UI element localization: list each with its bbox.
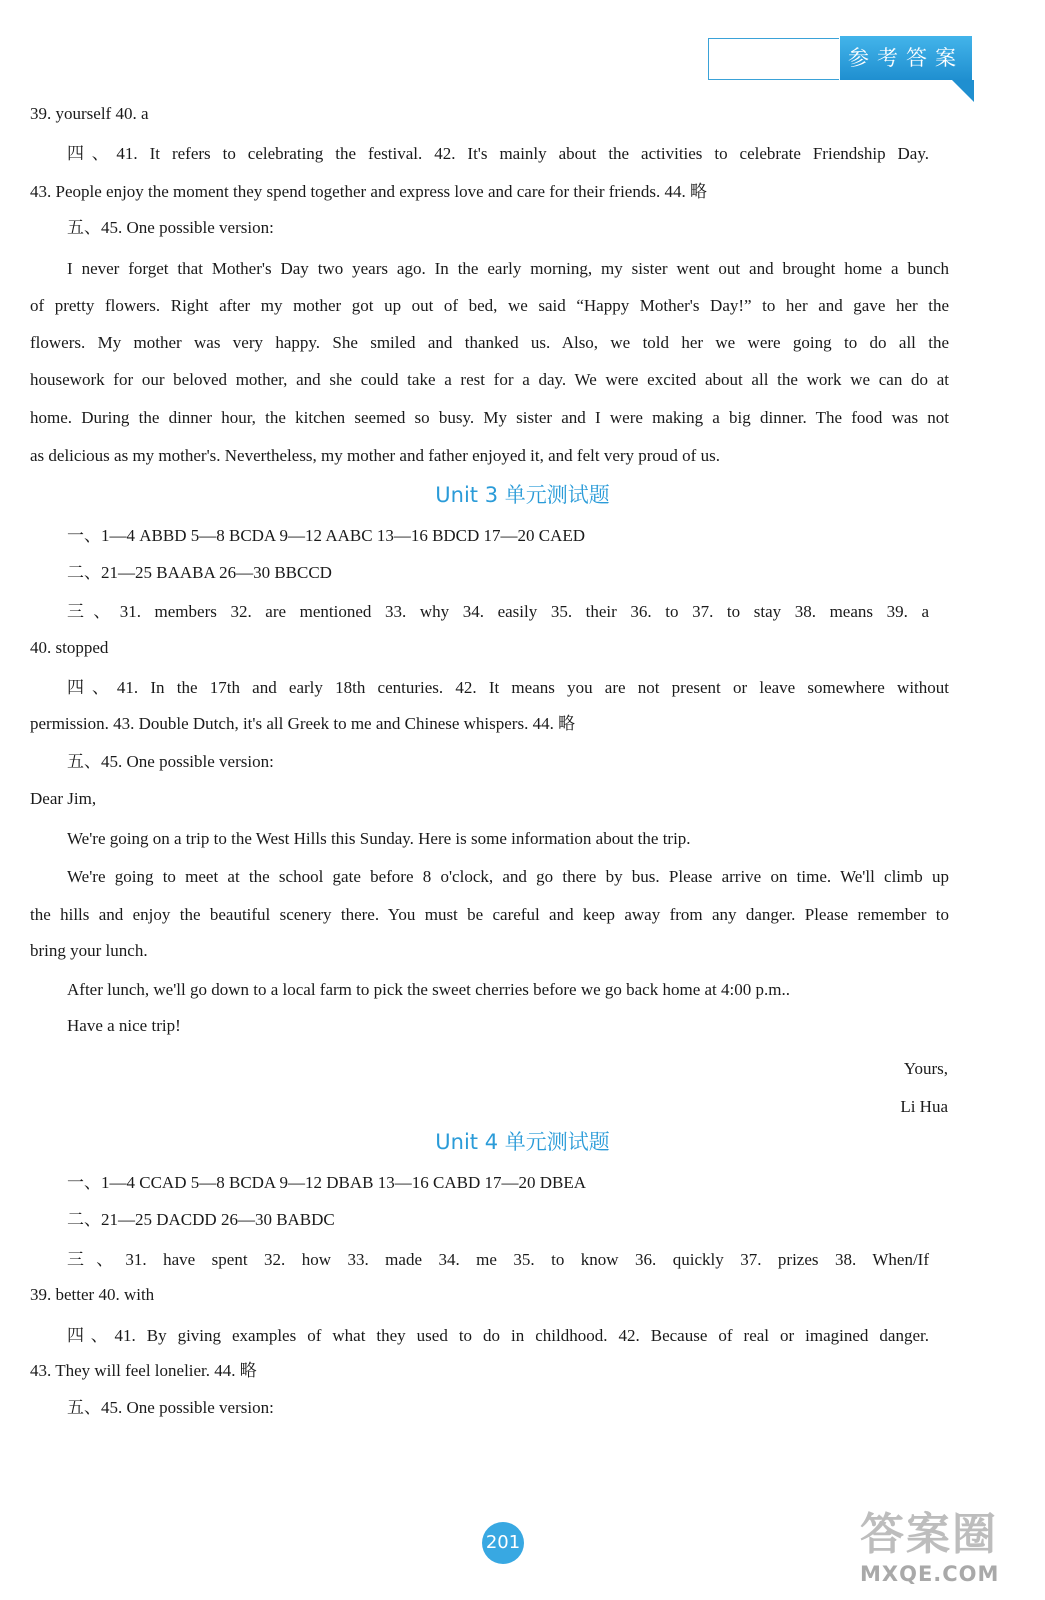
answer-line: 五、45. One possible version: [67, 1398, 274, 1417]
answer-line: 四、41. In the 17th and early 18th centuries. 42. It means you are not present or leave somewhere without [67, 678, 949, 697]
answer-line: 五、45. One possible version: [67, 218, 274, 237]
answer-line: 二、21—25 BAABA 26—30 BBCCD [67, 563, 332, 582]
essay-line: flowers. My mother was very happy. She smiled and thanked us. Also, we told her we were going to do all the [30, 333, 949, 352]
header-blank-box [708, 38, 839, 80]
letter-greeting: Dear Jim, [30, 789, 97, 808]
unit-4-title: Unit 4 单元测试题 [435, 1130, 610, 1154]
answer-line: 43. They will feel lonelier. 44. 略 [30, 1361, 257, 1380]
answer-line: permission. 43. Double Dutch, it's all Greek to me and Chinese whispers. 44. 略 [30, 714, 576, 733]
letter-line: After lunch, we'll go down to a local farm to pick the sweet cherries before we go back home at 4:00 p.m.. [67, 980, 790, 999]
answer-line: 39. better 40. with [30, 1285, 155, 1304]
answer-line: 40. stopped [30, 638, 109, 657]
header-tail-decoration [952, 80, 974, 102]
essay-line: I never forget that Mother's Day two years ago. In the early morning, my sister went out and brought home a bunch [67, 259, 949, 278]
essay-line: of pretty flowers. Right after my mother got up out of bed, we said “Happy Mother's Day!” to her and gave her the [30, 296, 949, 315]
answer-line: 四、41. It refers to celebrating the festival. 42. It's mainly about the activities to celebrate Friendship Day. [67, 144, 929, 163]
answer-line: 一、1—4 ABBD 5—8 BCDA 9—12 AABC 13—16 BDCD 17—20 CAED [67, 526, 586, 545]
watermark [860, 1508, 1040, 1596]
letter-line: We're going to meet at the school gate before 8 o'clock, and go there by bus. Please arrive on time. We'll climb up [67, 867, 949, 886]
answer-line: 二、21—25 DACDD 26—30 BABDC [67, 1210, 335, 1229]
letter-line: bring your lunch. [30, 941, 148, 960]
answer-line: 一、1—4 CCAD 5—8 BCDA 9—12 DBAB 13—16 CABD 17—20 DBEA [67, 1173, 587, 1192]
watermark-logo: 答案圈 [860, 1509, 998, 1560]
letter-signature: Li Hua [900, 1097, 948, 1116]
answer-line: 四、41. By giving examples of what they used to do in childhood. 42. Because of real or imagined danger. [67, 1326, 929, 1345]
essay-line: as delicious as my mother's. Nevertheless, my mother and father enjoyed it, and felt very proud of us. [30, 446, 720, 465]
letter-line: the hills and enjoy the beautiful scenery there. You must be careful and keep away from any danger. Please remember to [30, 905, 949, 924]
answer-line: 43. People enjoy the moment they spend together and express love and care for their friends. 44. 略 [30, 182, 707, 201]
answer-line: 39. yourself 40. a [30, 104, 149, 123]
answer-line: 五、45. One possible version: [67, 752, 274, 771]
page-number: 201 [482, 1522, 524, 1564]
unit-3-title: Unit 3 单元测试题 [435, 483, 610, 507]
letter-line: Have a nice trip! [67, 1016, 181, 1035]
answer-key-header [708, 36, 970, 81]
header-badge: 参考答案 [840, 36, 972, 80]
answer-line: 三、31. members 32. are mentioned 33. why 34. easily 35. their 36. to 37. to stay 38. means 39. a [67, 602, 929, 621]
letter-closing: Yours, [903, 1059, 948, 1078]
letter-line: We're going on a trip to the West Hills this Sunday. Here is some information about the trip. [67, 829, 691, 848]
watermark-url: MXQE.COM [860, 1562, 1000, 1586]
answer-line: 三、31. have spent 32. how 33. made 34. me 35. to know 36. quickly 37. prizes 38. When/If [67, 1250, 929, 1269]
essay-line: home. During the dinner hour, the kitchen seemed so busy. My sister and I were making a big dinner. The food was not [30, 408, 949, 427]
essay-line: housework for our beloved mother, and she could take a rest for a day. We were excited about all the work we can do at [30, 370, 949, 389]
